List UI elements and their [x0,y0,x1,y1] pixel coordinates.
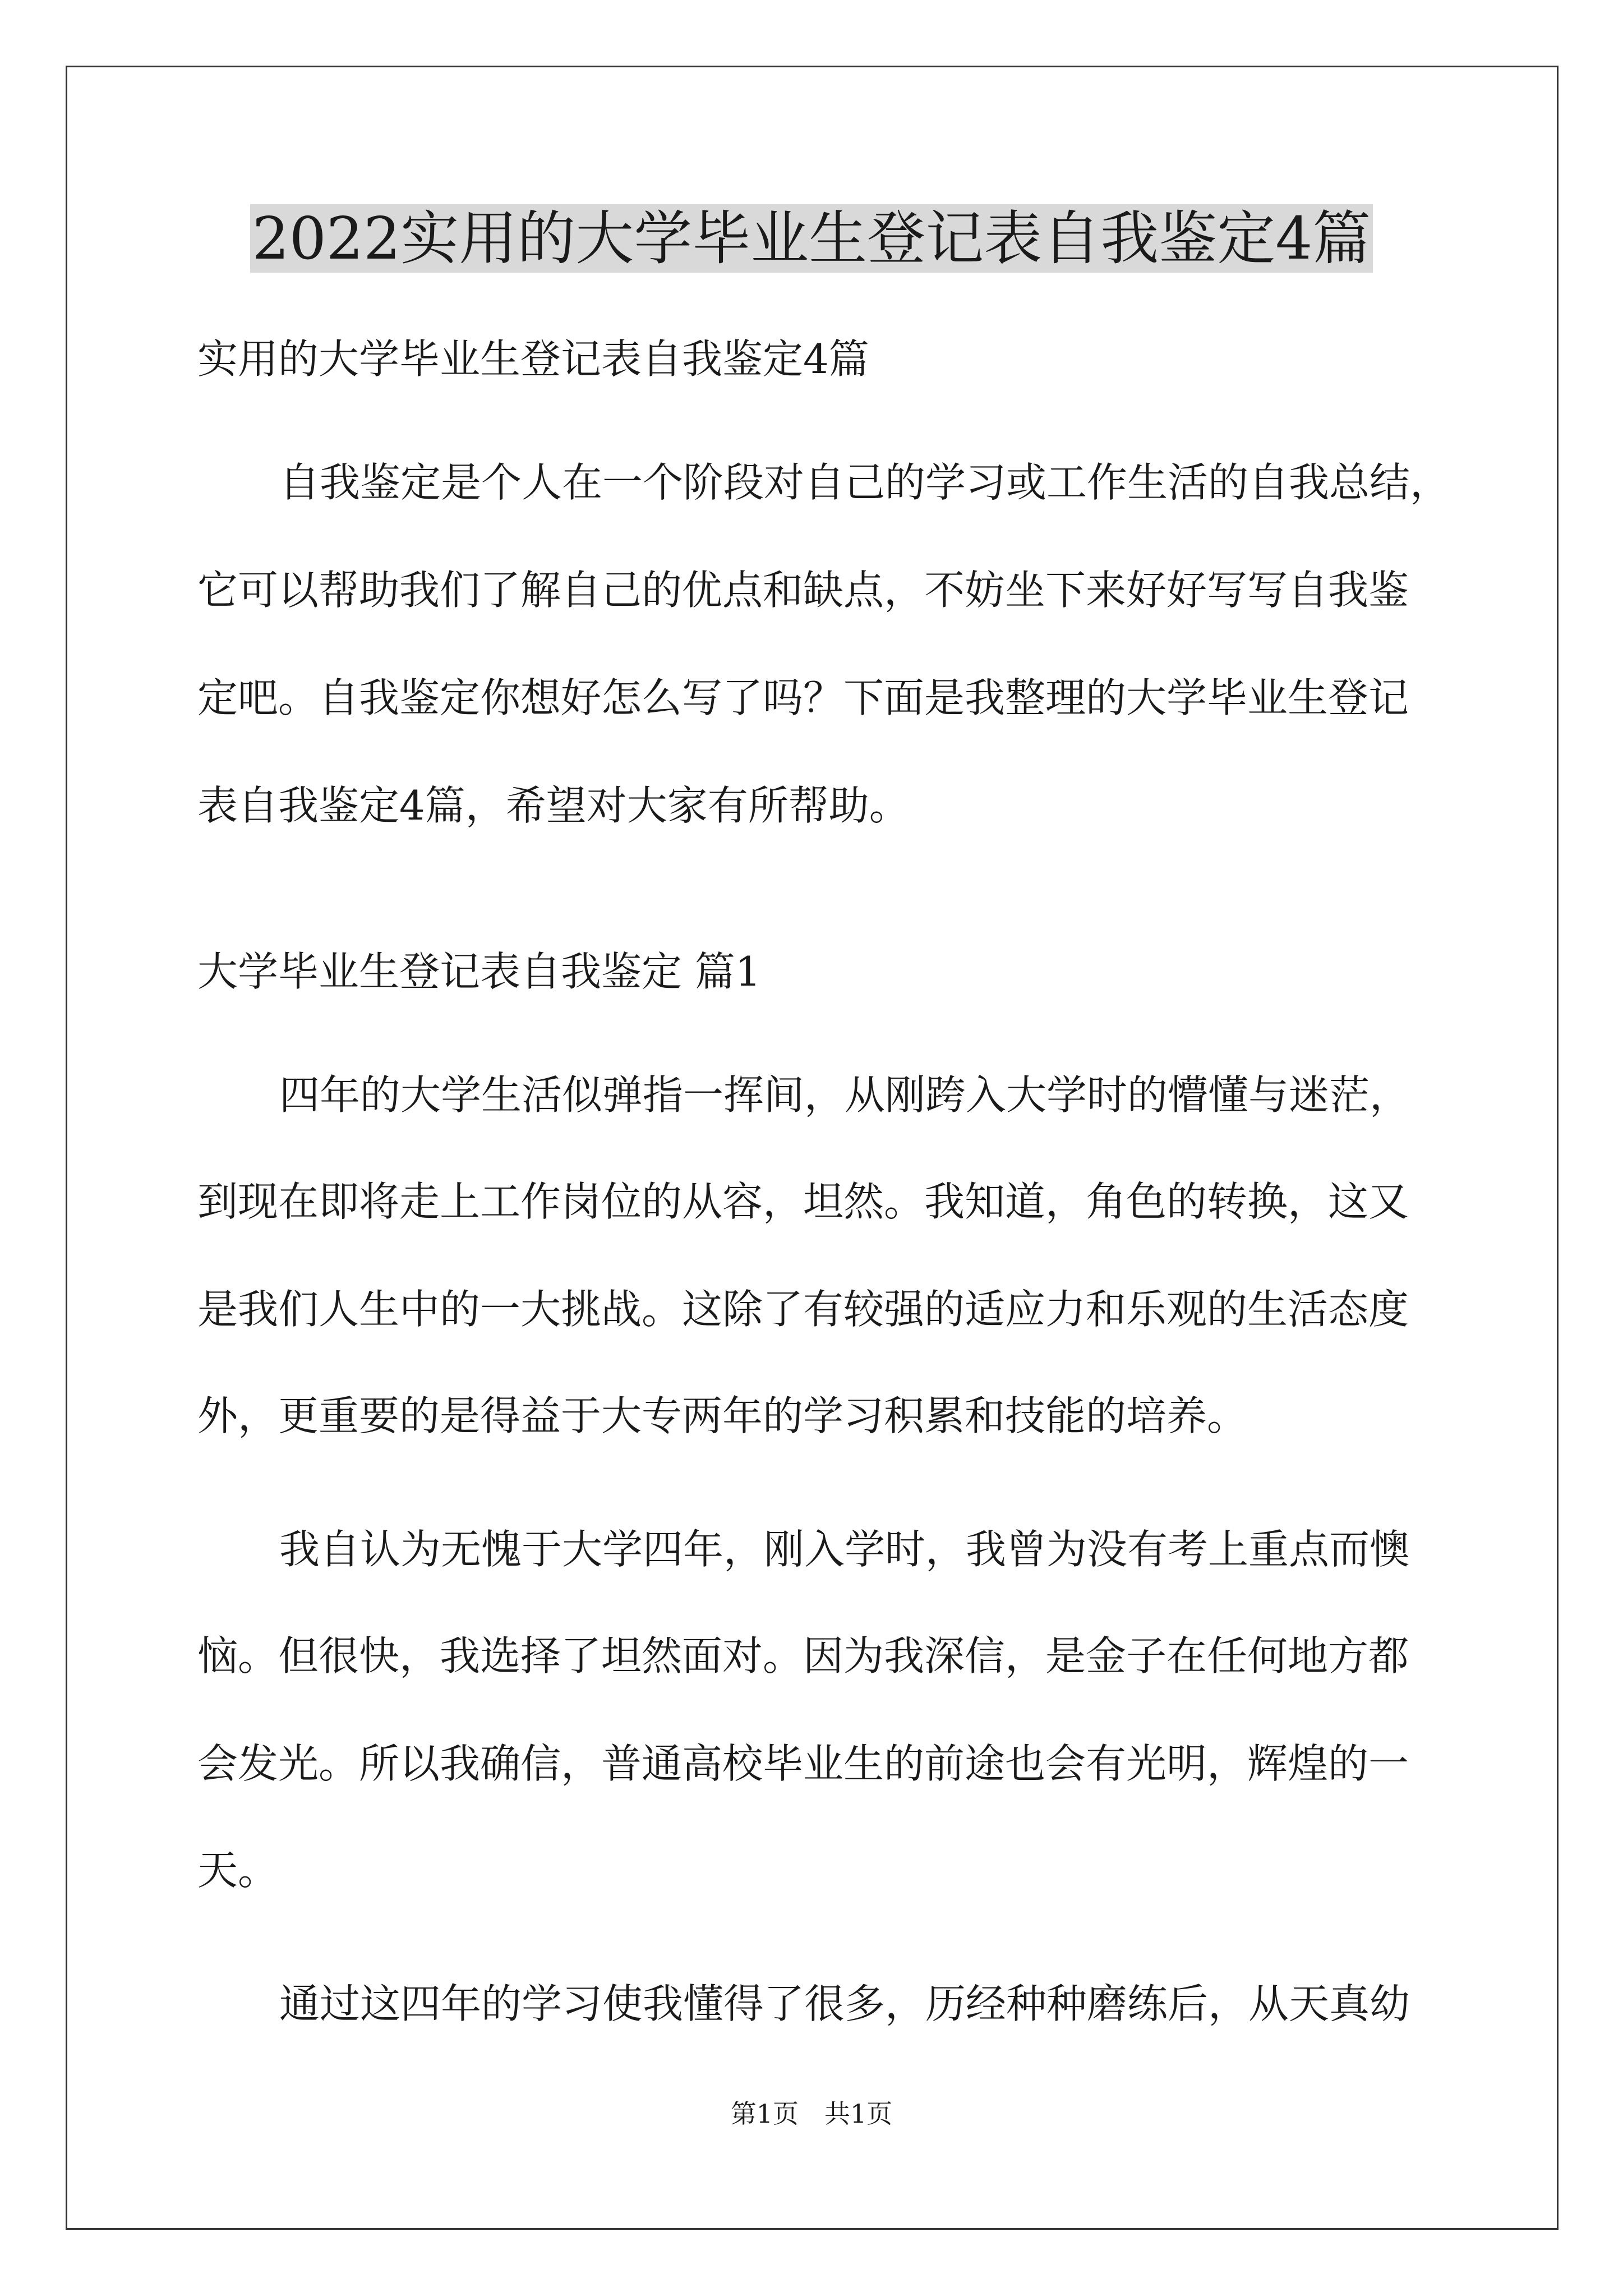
body-line-3: 是我们人生中的一大挑战。这除了有较强的适应力和乐观的生活态度 [197,1286,1409,1333]
document-title [0,196,1623,280]
intro-line-3: 定吧。自我鉴定你想好怎么写了吗？下面是我整理的大学毕业生登记 [197,674,1409,721]
subtitle-line: 实用的大学毕业生登记表自我鉴定4篇 [197,335,869,383]
body-line-9: 通过这四年的学习使我懂得了很多，历经种种磨练后，从天真幼 [279,1980,1410,2027]
body-line-5: 我自认为无愧于大学四年，刚入学时，我曾为没有考上重点而懊 [279,1526,1410,1573]
page-border [66,66,1559,2230]
section-heading-1: 大学毕业生登记表自我鉴定 篇1 [197,948,761,995]
body-line-1: 四年的大学生活似弹指一挥间，从刚跨入大学时的懵懂与迷茫， [279,1071,1410,1119]
body-line-4: 外，更重要的是得益于大专两年的学习积累和技能的培养。 [197,1392,1248,1439]
body-line-2: 到现在即将走上工作岗位的从容，坦然。我知道，角色的转换，这又 [197,1178,1409,1225]
intro-line-1: 自我鉴定是个人在一个阶段对自己的学习或工作生活的自我总结， [279,459,1451,506]
title-text: 2022实用的大学毕业生登记表自我鉴定4篇 [250,204,1373,273]
intro-line-4: 表自我鉴定4篇，希望对大家有所帮助。 [197,782,910,829]
body-line-6: 恼。但很快，我选择了坦然面对。因为我深信，是金子在任何地方都 [197,1632,1409,1680]
intro-line-2: 它可以帮助我们了解自己的优点和缺点，不妨坐下来好好写写自我鉴 [197,567,1409,614]
page-footer: 第1页 共1页 [730,2099,893,2129]
body-line-8: 天。 [197,1847,279,1894]
body-line-7: 会发光。所以我确信，普通高校毕业生的前途也会有光明，辉煌的一 [197,1740,1409,1787]
